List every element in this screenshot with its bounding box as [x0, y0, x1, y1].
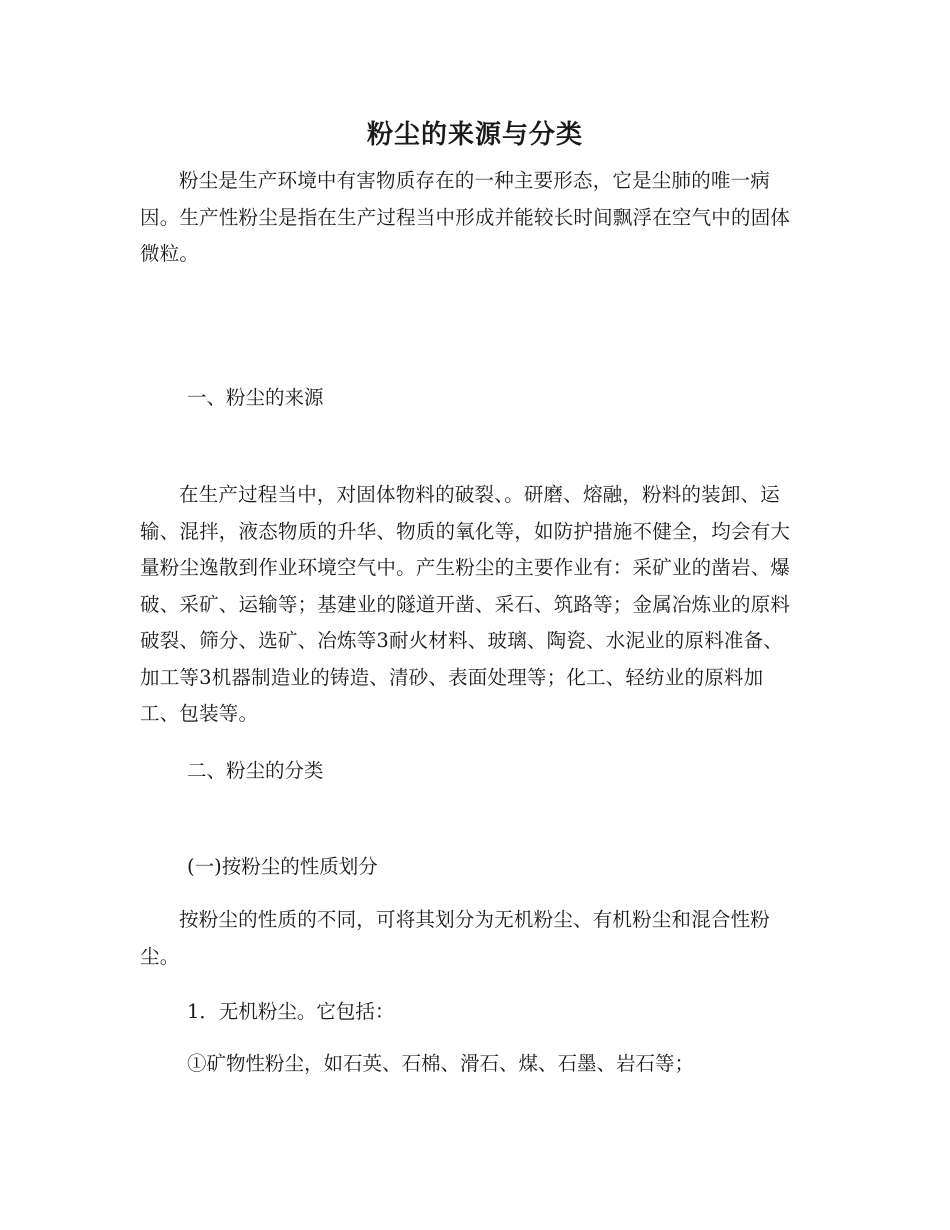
subsection1-heading: (一)按粉尘的性质划分: [187, 855, 378, 878]
intro-paragraph: 粉尘是生产环境中有害物质存在的一种主要形态，它是尘肺的唯一病因。生产性粉尘是指在生产过程当中形成并能较长时间飘浮在空气中的固体微粒。: [140, 169, 791, 265]
document-title: 粉尘的来源与分类: [366, 120, 583, 150]
subsection1-paragraph: 按粉尘的性质的不同，可将其划分为无机粉尘、有机粉尘和混合性粉尘。: [140, 908, 771, 968]
section2-heading: 二、粉尘的分类: [187, 759, 324, 782]
list-subitem-mineral-dust: ①矿物性粉尘，如石英、石棉、滑石、煤、石墨、岩石等；: [187, 1052, 695, 1075]
section1-heading: 一、粉尘的来源: [187, 386, 324, 409]
section1-paragraph: 在生产过程当中，对固体物料的破裂、。研磨、熔融，粉料的装卸、运输、混拌，液态物质的升华、物质的氧化等，如防护措施不健全，均会有大量粉尘逸散到作业环境空气中。产生粉尘的主要作业有：采矿业的凿岩、爆破、采矿、运输等；基建业的隧道开凿、采石、筑路等；金属冶炼业的原料破裂、筛分、选矿、冶炼等3耐火材料、玻璃、陶瓷、水泥业的原料准备、加工等3机器制造业的铸造、清砂、表面处理等；化工、轻纺业的原料加工、包装等。: [140, 483, 791, 725]
list-item-inorganic-dust: 1．无机粉尘。它包括：: [187, 1000, 395, 1023]
